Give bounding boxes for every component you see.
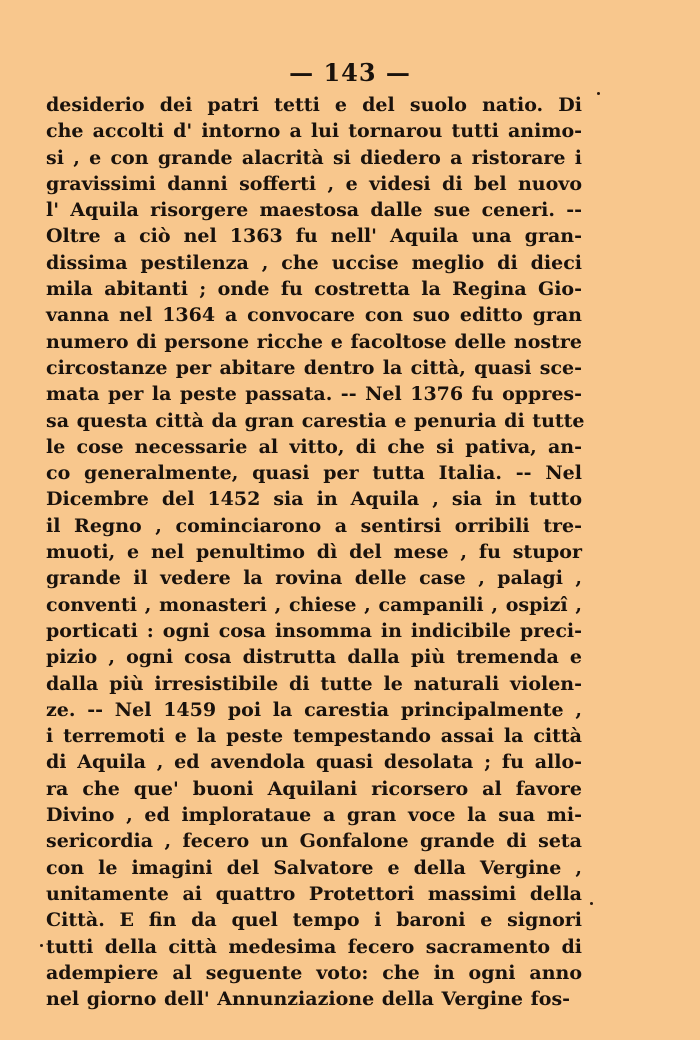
text-line: vanna nel 1364 a convocare con suo editto gran: [46, 304, 582, 327]
text-line: tutti della città medesima fecero sacramento di: [46, 935, 582, 958]
text-line: le cose necessarie al vitto, di che si pativa, an-: [46, 435, 582, 458]
text-line: ze. -- Nel 1459 poi la carestia principalmente ,: [46, 698, 582, 721]
text-line: co generalmente, quasi per tutta Italia. -- Nel: [46, 462, 582, 485]
text-line: che accolti d' intorno a lui tornarou tutti animo-: [46, 120, 582, 143]
text-line: unitamente ai quattro Protettori massimi della: [46, 882, 582, 905]
text-line: con le imagini del Salvatore e della Vergine ,: [46, 856, 582, 879]
text-line: Divino , ed implorataue a gran voce la sua mi-: [46, 804, 582, 827]
page-number: — 143 —: [289, 58, 411, 87]
text-line: Città. E fin da quel tempo i baroni e signori: [46, 909, 582, 932]
text-line: grande il vedere la rovina delle case , palagi ,: [46, 567, 582, 590]
text-line: sa questa città da gran carestia e penuria di tutte: [46, 409, 585, 432]
print-speck: [597, 92, 600, 95]
text-line: dalla più irresistibile di tutte le naturali violen-: [46, 672, 582, 695]
text-line: si , e con grande alacrità si diedero a ristorare i: [46, 146, 582, 169]
text-line: Oltre a ciò nel 1363 fu nell' Aquila una gran-: [46, 225, 582, 248]
text-line: mata per la peste passata. -- Nel 1376 fu oppres-: [46, 383, 582, 406]
text-line: muoti, e nel penultimo dì del mese , fu stupor: [46, 541, 582, 564]
text-line: desiderio dei patri tetti e del suolo natio. Di: [46, 94, 582, 116]
text-line: numero di persone ricche e facoltose delle nostre: [46, 330, 582, 353]
text-line: gravissimi danni sofferti , e videsi di bel nuovo: [46, 172, 582, 195]
text-line: di Aquila , ed avendola quasi desolata ; fu allo-: [46, 751, 582, 774]
text-line: nel giorno dell' Annunziazione della Vergine fos-: [46, 988, 571, 1011]
text-line: adempiere al seguente voto: che in ogni anno: [46, 961, 582, 984]
text-line: Dicembre del 1452 sia in Aquila , sia in tutto: [46, 488, 582, 511]
text-line: dissima pestilenza , che uccise meglio di dieci: [46, 251, 582, 274]
text-line: conventi , monasteri , chiese , campanili , ospizî ,: [46, 593, 582, 616]
body-text: [46, 92, 585, 1012]
text-line: pizio , ogni cosa distrutta dalla più tremenda e: [46, 646, 582, 669]
text-line: sericordia , fecero un Gonfalone grande di seta: [46, 830, 582, 853]
print-speck: [40, 944, 43, 947]
text-line: i terremoti e la peste tempestando assai la città: [46, 725, 582, 748]
text-line: porticati : ogni cosa insomma in indicibile preci-: [46, 619, 582, 642]
text-line: ra che que' buoni Aquilani ricorsero al favore: [46, 777, 582, 800]
print-speck: [590, 902, 593, 905]
text-line: circostanze per abitare dentro la città, quasi sce-: [46, 356, 582, 379]
text-line: mila abitanti ; onde fu costretta la Regina Gio-: [46, 278, 582, 301]
text-line: l' Aquila risorgere maestosa dalle sue ceneri. --: [46, 199, 582, 222]
text-line: il Regno , cominciarono a sentirsi orribili tre-: [46, 514, 582, 537]
